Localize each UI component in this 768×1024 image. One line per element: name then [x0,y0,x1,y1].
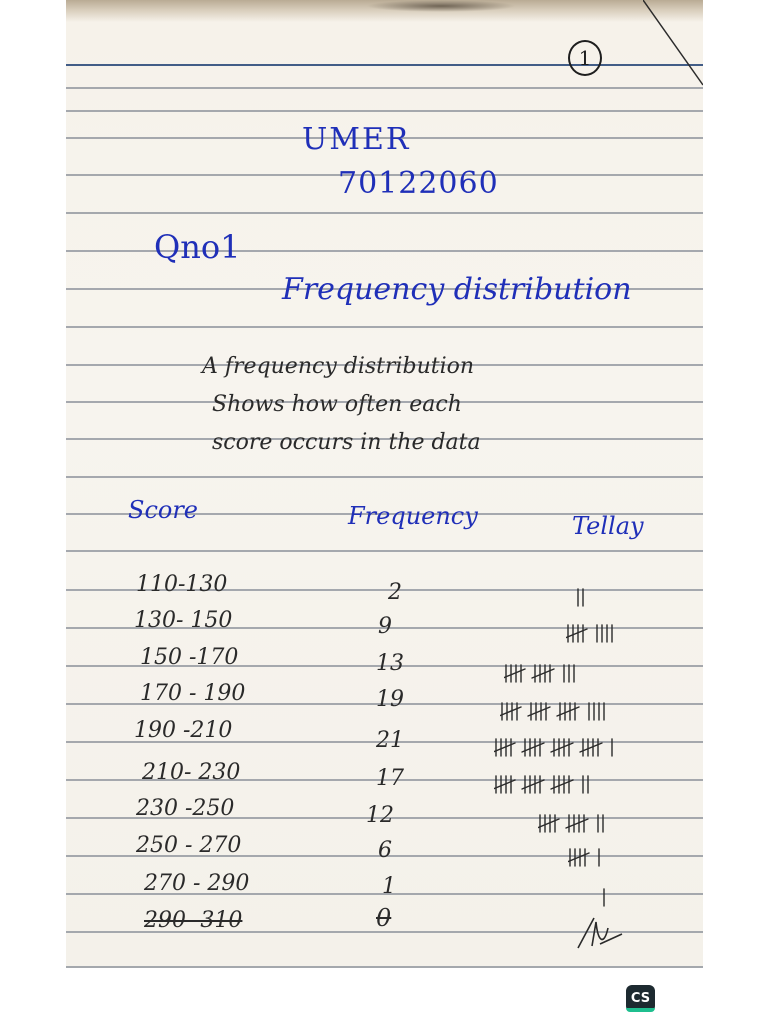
paper-top-shadow-dark [366,0,516,12]
frequency-cell: 1 [382,874,396,899]
definition-line-2: Shows how often each [212,392,462,417]
frequency-cell: 9 [378,614,392,639]
ruled-line [66,110,703,112]
frequency-cell: 13 [376,651,404,676]
tally-marks [494,738,664,758]
crossed-out-scribble [574,912,634,952]
tally-marks [504,664,664,684]
notebook-paper [66,0,703,968]
header-tally: Tellay [572,512,644,540]
tally-cross-stroke [568,853,589,862]
tally-cross-stroke [494,743,515,752]
ruled-line [66,550,703,552]
tally-marks [568,848,648,868]
score-cell: 230 -250 [136,796,235,821]
definition-line-3: score occurs in the data [212,430,481,455]
ruled-line [66,87,703,89]
tally-marks [538,814,648,834]
frequency-cell-crossed-out: 0 [376,904,392,932]
ruled-line [66,966,703,968]
definition-line-1: A frequency distribution [202,354,475,379]
page-number: 1 [568,40,602,76]
score-cell: 130- 150 [134,608,233,633]
student-name: UMER [302,122,411,157]
frequency-cell: 2 [388,580,402,605]
question-number: Qno1 [154,228,241,266]
header-rule [66,64,703,66]
page-corner-fold [643,0,703,90]
tally-marks [500,702,670,722]
tally-cross-stroke [566,629,587,638]
frequency-cell: 17 [376,766,404,791]
frequency-cell: 12 [366,803,394,828]
score-cell: 110-130 [136,572,228,597]
tally-cross-stroke [504,669,525,678]
score-cell: 250 - 270 [136,833,242,858]
ruled-line [66,212,703,214]
header-score: Score [128,496,199,524]
frequency-cell: 6 [378,838,392,863]
header-frequency: Frequency [348,502,478,530]
tally-cross-stroke [494,780,515,789]
score-cell: 210- 230 [142,760,241,785]
tally-marks [602,888,622,908]
tally-marks [576,588,636,608]
score-cell: 150 -170 [140,645,239,670]
roll-number: 70122060 [338,166,499,201]
camscanner-logo: CS [626,985,655,1012]
heading: Frequency distribution [282,272,632,307]
frequency-cell: 21 [376,728,404,753]
score-cell-crossed-out: 290- 310 [144,908,243,933]
ruled-line [66,326,703,328]
tally-marks [566,624,666,644]
tally-cross-stroke [500,707,521,716]
score-cell: 190 -210 [134,718,233,743]
frequency-cell: 19 [376,687,404,712]
score-cell: 170 - 190 [140,681,246,706]
tally-marks [494,775,664,795]
tally-cross-stroke [538,819,559,828]
score-cell: 270 - 290 [144,871,250,896]
ruled-line [66,476,703,478]
